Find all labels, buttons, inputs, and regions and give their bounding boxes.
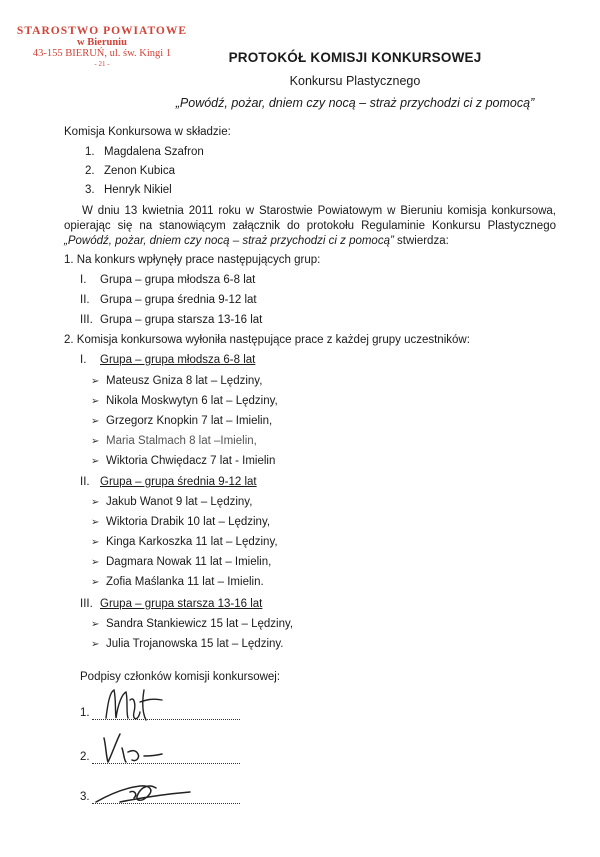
group-label: Grupa – grupa młodsza 6-8 lat <box>100 274 256 286</box>
group-label: Grupa – grupa starsza 13-16 lat <box>100 314 263 326</box>
stamp-line-2: w Bieruniu <box>77 37 127 48</box>
winner-entry: Julia Trojanowska 15 lat – Lędziny. <box>106 638 284 650</box>
group-number: I. <box>80 274 87 286</box>
handwritten-signature-2 <box>98 728 168 768</box>
arrowhead-bullet-icon: ➢ <box>91 557 100 568</box>
section-1-heading: 1. Na konkurs wpłynęły prace następujących grup: <box>64 254 321 266</box>
arrowhead-bullet-icon: ➢ <box>91 639 100 650</box>
member-name: Henryk Nikiel <box>104 184 172 196</box>
section-2-heading: 2. Komisja konkursowa wyłoniła następujące prace z każdej grupy uczestników: <box>64 334 470 346</box>
member-number: 2. <box>85 165 95 177</box>
member-number: 1. <box>85 146 95 158</box>
winner-entry: Jakub Wanot 9 lat – Lędziny, <box>106 496 253 508</box>
winner-entry: Wiktoria Chwiędacz 7 lat - Imielin <box>106 455 276 467</box>
winner-entry: Dagmara Nowak 11 lat – Imielin, <box>106 556 272 568</box>
signatures-heading: Podpisy członków komisji konkursowej: <box>80 671 281 683</box>
winner-entry: Mateusz Gniza 8 lat – Lędziny, <box>106 375 263 387</box>
statement-part-2: stwierdza: <box>397 235 449 247</box>
group-label: Grupa – grupa starsza 13-16 lat <box>100 598 263 610</box>
group-label: Grupa – grupa średnia 9-12 lat <box>100 294 257 306</box>
statement-part-1: W dniu 13 kwietnia 2011 roku w Starostwie Powiatowym w Bieruniu komisja konkursowa, opierając się na stanowiącym załącznik do protokołu Regulaminie Konkursu Plastycznego <box>64 205 556 232</box>
statement-contest-name: „Powódź, pożar, dniem czy nocą – straż przychodzi ci z pomocą” <box>64 235 394 247</box>
contest-name: „Powódź, pożar, dniem czy nocą – straż przychodzi ci z pomocą” <box>175 96 535 110</box>
winner-entry: Kinga Karkoszka 11 lat – Lędziny, <box>106 536 278 548</box>
group-number: III. <box>80 598 93 610</box>
arrowhead-bullet-icon: ➢ <box>91 577 100 588</box>
stamp-line-3: 43-155 BIERUŃ, ul. św. Kingi 1 <box>32 48 172 59</box>
member-name: Magdalena Szafron <box>104 146 204 158</box>
winner-entry: Sandra Stankiewicz 15 lat – Lędziny, <box>106 618 294 630</box>
arrowhead-bullet-icon: ➢ <box>91 517 100 528</box>
arrowhead-bullet-icon: ➢ <box>91 396 100 407</box>
group-number: III. <box>80 314 93 326</box>
arrowhead-bullet-icon: ➢ <box>91 497 100 508</box>
arrowhead-bullet-icon: ➢ <box>91 537 100 548</box>
winner-entry: Wiktoria Drabik 10 lat – Lędziny, <box>106 516 271 528</box>
signature-number: 2. <box>80 751 90 763</box>
document-title: PROTOKÓŁ KOMISJI KONKURSOWEJ <box>228 50 482 65</box>
statement-paragraph <box>64 204 556 249</box>
group-number: II. <box>80 294 90 306</box>
handwritten-signature-3 <box>90 772 200 812</box>
member-number: 3. <box>85 184 95 196</box>
arrowhead-bullet-icon: ➢ <box>91 436 100 447</box>
stamp-line-1: STAROSTWO POWIATOWE <box>16 25 188 37</box>
handwritten-signature-1 <box>100 682 170 724</box>
committee-intro: Komisja Konkursowa w składzie: <box>64 126 231 138</box>
stamp-line-4: - 21 - <box>94 60 110 68</box>
group-number: II. <box>80 476 90 488</box>
arrowhead-bullet-icon: ➢ <box>91 376 100 387</box>
arrowhead-bullet-icon: ➢ <box>91 619 100 630</box>
document-subtitle: Konkursu Plastycznego <box>289 74 421 88</box>
winner-entry: Nikola Moskwytyn 6 lat – Lędziny, <box>106 395 278 407</box>
winner-entry: Zofia Maślanka 11 lat – Imielin. <box>106 576 264 588</box>
arrowhead-bullet-icon: ➢ <box>91 416 100 427</box>
member-name: Zenon Kubica <box>104 165 175 177</box>
group-number: I. <box>80 354 87 366</box>
group-label: Grupa – grupa średnia 9-12 lat <box>100 476 257 488</box>
arrowhead-bullet-icon: ➢ <box>91 456 100 467</box>
signature-number: 3. <box>80 791 90 803</box>
signature-number: 1. <box>80 707 90 719</box>
winner-entry: Maria Stalmach 8 lat –Imielin, <box>106 435 257 447</box>
winner-entry: Grzegorz Knopkin 7 lat – Imielin, <box>106 415 273 427</box>
group-label: Grupa – grupa młodsza 6-8 lat <box>100 354 256 366</box>
